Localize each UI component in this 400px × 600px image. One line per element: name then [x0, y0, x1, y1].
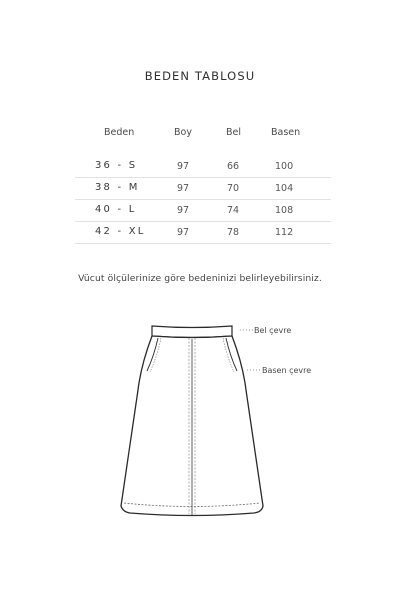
boy-cell: 97: [177, 161, 190, 172]
waistband: [152, 326, 232, 338]
boy-cell: 97: [177, 227, 190, 238]
header-boy: Boy: [174, 127, 192, 138]
basen-label: Basen çevre: [262, 366, 312, 375]
header-bel: Bel: [226, 127, 242, 138]
basen-cell: 100: [275, 161, 294, 172]
bel-cell: 66: [227, 161, 240, 172]
basen-cell: 104: [275, 183, 294, 194]
bel-cell: 78: [227, 227, 240, 238]
page-title: BEDEN TABLOSU: [144, 69, 256, 83]
bel-cell: 74: [227, 205, 240, 216]
size-cell: 42 - XL: [95, 226, 146, 237]
boy-cell: 97: [177, 183, 190, 194]
size-cell: 38 - M: [95, 182, 140, 193]
bel-label: Bel çevre: [254, 326, 292, 335]
bel-cell: 70: [227, 183, 240, 194]
size-cell: 40 - L: [95, 204, 137, 215]
basen-cell: 112: [275, 227, 294, 238]
size-cell: 36 - S: [95, 160, 138, 171]
basen-cell: 108: [275, 205, 294, 216]
size-note: Vücut ölçülerinize göre bedeninizi belirleyebilirsiniz.: [78, 273, 322, 284]
bel-pointer: ·····: [239, 326, 255, 335]
header-beden: Beden: [104, 127, 135, 138]
boy-cell: 97: [177, 205, 190, 216]
basen-pointer: ·····: [246, 366, 262, 375]
header-basen: Basen: [271, 127, 301, 138]
